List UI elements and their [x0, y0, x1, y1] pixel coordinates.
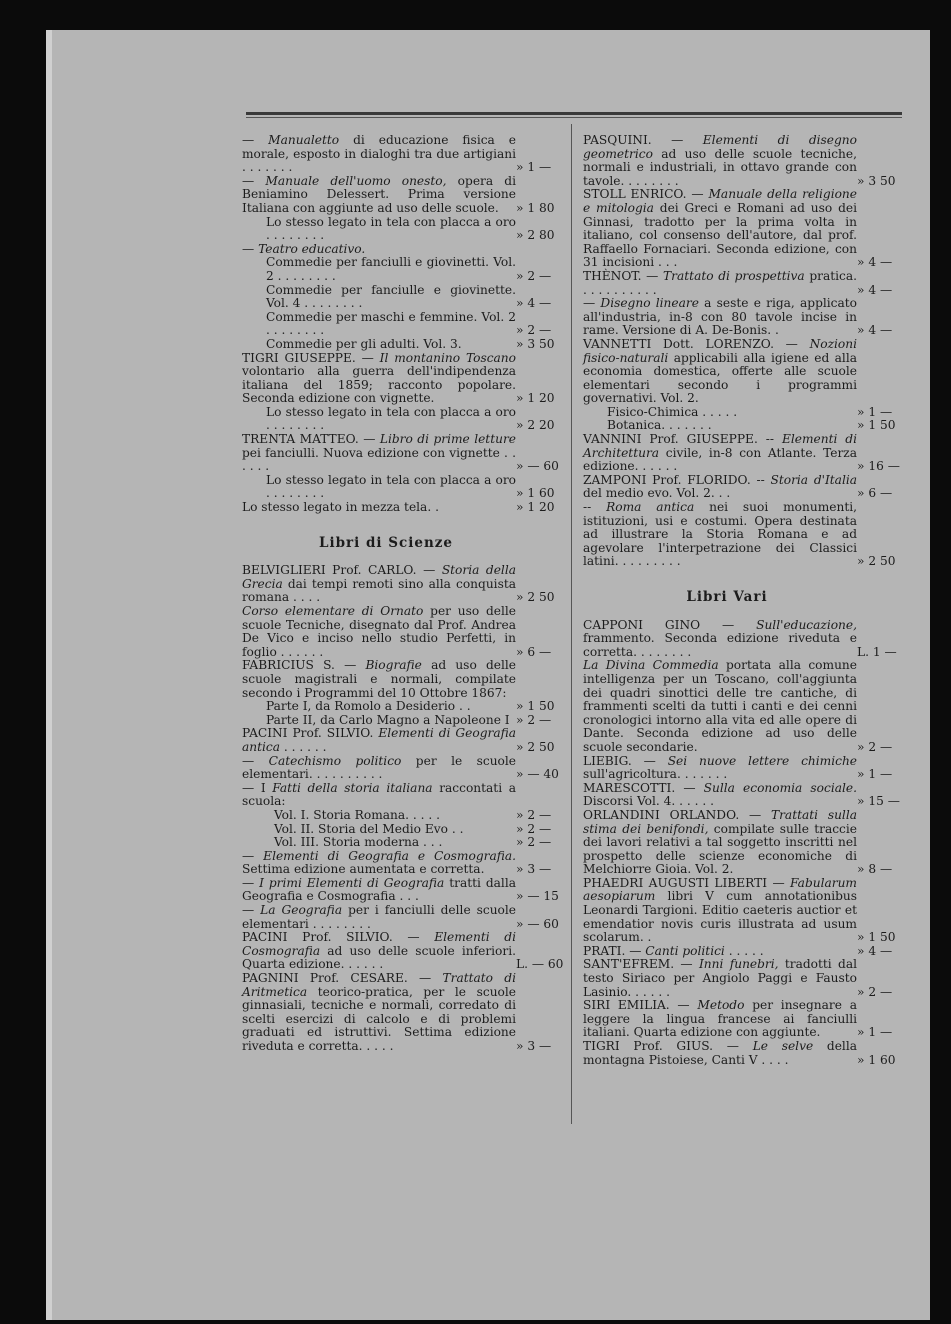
entry-title: Elementi di Cosmografia — [242, 930, 516, 958]
entry-author: LIEBIG. — — [583, 753, 668, 768]
entry-price: » 2 — — [857, 984, 893, 999]
catalog-entry — [242, 850, 560, 877]
entry-price: » 6 — — [857, 486, 893, 501]
entry-author: PHAEDRI AUGUSTI LIBERTI — — [583, 875, 791, 890]
catalog-entry — [242, 352, 560, 406]
entry-description: Vol. II. Storia del Medio Evo . . — [274, 821, 464, 836]
entry-author: MARESCOTTI. — — [583, 780, 704, 795]
entry-description: Discorsi Vol. 4. . . . . . — [583, 794, 714, 809]
entry-title: La Divina Commedia — [583, 658, 719, 673]
entry-title: Catechismo politico — [268, 753, 402, 768]
entry-price: » 16 — — [857, 459, 900, 474]
entry-price: » 1 — — [857, 404, 893, 419]
entry-title: Storia d'Italia — [770, 472, 858, 487]
entry-description: Vol. I. Storia Romana. . . . . — [274, 807, 440, 822]
entry-description: tradotti dal testo Siriaco per Angiolo Paggi e Fausto Lasinio. . . . . . — [583, 957, 857, 999]
entry-description: Commedie per fanciulle e giovinette. Vol. 4 . . . . . . . . — [266, 282, 516, 311]
entry-price: » 2 80 — [516, 228, 555, 243]
entry-title: Fatti della storia italiana — [272, 780, 433, 795]
entry-price: » 1 50 — [857, 418, 896, 433]
entry-price: » 8 — — [857, 862, 893, 877]
entry-author: FABRICIUS S. — — [242, 658, 366, 673]
entry-price: » — 60 — [516, 459, 559, 474]
right-entries-vari — [583, 619, 901, 1068]
entry-price: » 2 20 — [516, 418, 555, 433]
entry-title: Roma antica — [606, 500, 695, 515]
entry-description: . . . . . . — [280, 739, 327, 754]
entry-title: Inni funebri, — [698, 957, 779, 972]
entry-title: Manuale dell'uomo onesto, — [265, 173, 447, 188]
catalog-entry — [583, 755, 901, 782]
entry-price: » 4 — — [857, 323, 893, 338]
catalog-entry — [583, 958, 901, 999]
entry-description: Commedie per gli adulti. Vol. 3. — [266, 336, 462, 351]
catalog-entry — [242, 406, 560, 433]
entry-description: volontario alla guerra dell'indipendenza italiana del 1859; racconto popolare. Seconda edizione con vignette. — [242, 364, 516, 406]
entry-author: TIGRI GIUSEPPE. — — [242, 350, 380, 365]
entry-title: Fabularum aesopiarum — [583, 875, 857, 904]
entry-price: » 4 — — [857, 943, 893, 958]
entry-description: ad uso delle scuole magistrali e normali, compilate secondo i Programmi del 10 Ottobre 1867: — [242, 658, 516, 700]
entry-description: compilate sulle traccie dei lavori relativi a tal soggetto inscritti nel prospetto delle scienze economiche di Melchiorre Gioia. Vol. 2. — [583, 821, 857, 877]
entry-price: » — 15 — [516, 889, 559, 904]
entry-author: -- — [583, 500, 607, 515]
catalog-entry — [583, 270, 901, 297]
entry-price: » 1 50 — [516, 699, 555, 714]
entry-price: » — 40 — [516, 767, 559, 782]
entry-title: Libro di prime letture — [379, 432, 516, 447]
entry-description: Commedie per maschi e femmine. Vol. 2 . . . . . . . . — [266, 309, 516, 338]
entry-author: PRATI. — — [583, 943, 646, 958]
entry-price: » 2 — — [516, 268, 552, 283]
entry-author: — — [242, 875, 260, 890]
entry-description: libri V cum annotationibus Leonardi Targioni. Editio caeteris auctior et emendatior novis curis illustrata ad usum scolarum. . — [583, 889, 857, 945]
entry-description: sull'agricoltura. . . . . . . — [583, 767, 728, 782]
entry-description: frammento. Seconda edizione riveduta e corretta. . . . . . . . — [583, 631, 857, 659]
entry-author: SANT'EFREM. — — [583, 957, 699, 972]
entry-description: Botanica. . . . . . . — [607, 418, 712, 433]
catalog-entry — [242, 338, 560, 352]
entry-title: Biografie — [365, 658, 422, 673]
entry-author: VANNINI Prof. GIUSEPPE. -- — [583, 432, 782, 447]
entry-author: TIGRI Prof. GIUS. — — [583, 1039, 753, 1053]
entry-description: raccontati a scuola: — [242, 780, 517, 809]
entry-description: per uso delle scuole Tecniche, disegnato dal Prof. Andrea De Vico e inciso nello studio Perfetti, in foglio . . . . . . — [242, 604, 516, 659]
entry-description: del medio evo. Vol. 2. . . — [583, 486, 731, 501]
catalog-entry — [242, 284, 560, 311]
catalog-entry — [583, 877, 901, 945]
catalog-entry — [242, 727, 560, 754]
entry-author: ORLANDINI ORLANDO. — — [583, 807, 771, 822]
catalog-entry — [242, 564, 560, 605]
entry-author: — — [242, 848, 264, 863]
entry-author: PACINI Prof. SILVIO. — — [242, 930, 435, 945]
entry-author: — — [242, 753, 269, 768]
entry-author: STOLL ENRICO. — — [583, 187, 709, 202]
entry-description: per insegnare a leggere la lingua francese ai fanciulli italiani. Quarta edizione con aggiunte. — [583, 998, 857, 1040]
entry-description: portata alla comune intelligenza per un Toscano, coll'aggiunta dei quadri sinottici delle tre cantiche, di frammenti scelti da tutti i canti e dei cenni cronologici intorno alla vita ed alle opere di Dante. Seconda edizione ad uso delle scuole secondarie. — [583, 658, 857, 754]
entry-price: » 3 — — [516, 862, 552, 877]
entry-price: » 1 50 — [857, 930, 896, 945]
entry-title: Le selve — [752, 1039, 814, 1053]
entry-author: PASQUINI. — — [583, 133, 703, 147]
catalog-entry — [242, 972, 560, 1054]
catalog-entry — [583, 419, 901, 433]
entry-description: a seste e riga, applicato all'industria, in-8 con 80 tavole incise in rame. Versione di A. De-Bonis. . — [583, 296, 858, 338]
entry-title: Elementi di Architettura — [583, 432, 857, 460]
entry-title: Elementi di disegno geometrico — [583, 133, 857, 161]
entry-author: VANNETTI Dott. LORENZO. — — [583, 336, 810, 351]
left-entries-science — [242, 563, 564, 1053]
catalog-entry — [583, 338, 901, 406]
entry-description: Fisico-Chimica . . . . . — [607, 404, 738, 419]
catalog-entry — [242, 836, 560, 850]
catalog-entry — [242, 809, 560, 823]
left-column — [242, 133, 564, 1054]
entry-author: TRENTA MATTEO. — — [242, 432, 380, 447]
entry-title: Disegno lineare — [600, 296, 699, 311]
entry-title: Trattato di prospettiva — [663, 268, 805, 283]
catalog-entry — [583, 406, 901, 420]
entry-description: Commedie per fanciulli e giovinetti. Vol. 2 . . . . . . . . — [266, 255, 516, 283]
entry-author: ZAMPONI Prof. FLORIDO. -- — [583, 472, 771, 487]
catalog-entry — [242, 134, 560, 175]
entry-price: » 15 — — [857, 794, 900, 809]
catalog-entry — [242, 930, 564, 972]
entry-price: » 1 60 — [857, 1052, 896, 1067]
entry-price: » 1 20 — [516, 500, 555, 515]
entry-title: Trattato di Aritmetica — [242, 971, 516, 999]
right-column — [583, 134, 901, 1067]
entry-author: — I — [242, 780, 273, 795]
entry-description: dei Greci e Romani ad uso dei Ginnasi, tradotto per la prima volta in italiano, col consenso dell'autore, dal prof. Raffaello Fornaciari. Seconda edizione, con 31 incisioni . . . — [583, 200, 857, 270]
catalog-entry — [583, 809, 901, 877]
entry-price: » — 60 — [516, 916, 559, 931]
entry-description: nei suoi monumenti, istituzioni, usi e costumi. Opera destinata ad illustrare la Storia Romana e ad agevolare l'interpetrazione dei Classici latini. . . . . . . . . — [583, 500, 857, 569]
entry-description: pratica. . . . . . . . . . . — [583, 268, 857, 297]
catalog-entry — [583, 297, 901, 338]
entry-description: di educazione fisica e morale, esposto in dialoghi tra due artigiani . . . . . . . — [242, 133, 516, 175]
catalog-entry — [242, 714, 560, 728]
catalog-entry — [242, 877, 560, 904]
entry-author: — — [242, 903, 261, 918]
entry-price: » 3 50 — [516, 336, 555, 351]
entry-title: Metodo — [697, 998, 745, 1013]
entry-title: Il montanino Toscano — [379, 350, 516, 365]
entry-description: Settima edizione aumentata e corretta. — [242, 862, 485, 877]
catalog-entry — [583, 945, 901, 959]
entry-title: I primi Elementi di Geografia — [259, 875, 445, 890]
entry-description: della montagna Pistoiese, Canti V . . . . — [583, 1039, 857, 1067]
entry-price: » 4 — — [516, 296, 552, 311]
catalog-entry — [242, 659, 560, 700]
catalog-entry — [242, 700, 560, 714]
catalog-entry — [583, 659, 901, 754]
entry-price: » 2 50 — [516, 739, 555, 754]
catalog-entry — [583, 619, 901, 660]
entry-author: — — [242, 133, 269, 147]
entry-price: » 2 — — [857, 739, 893, 754]
right-entries-top — [583, 134, 901, 569]
left-entries-top — [242, 134, 560, 515]
entry-description: ad uso delle scuole inferiori. Quarta edizione. . . . . . — [242, 943, 516, 972]
entry-title: Sei nuove lettere chimiche — [667, 753, 857, 768]
catalog-entry — [583, 999, 901, 1040]
entry-description: Lo stesso legato in tela con placca a oro . . . . . . . . — [266, 404, 516, 433]
entry-title: Elementi di Geografia e Cosmografia. — [263, 848, 516, 863]
entry-price: » 6 — — [516, 644, 552, 659]
top-rule-thin — [246, 117, 902, 118]
section-heading-scienze: Libri di Scienze — [318, 534, 454, 551]
entry-price: » 2 — — [516, 712, 552, 727]
entry-author: THÈNOT. — — [583, 268, 664, 283]
entry-title: Sull'educazione, — [756, 617, 857, 632]
scanned-page — [46, 30, 930, 1320]
entry-author: BELVIGLIERI Prof. CARLO. — — [242, 563, 442, 578]
entry-price: » 1 — — [857, 1025, 893, 1040]
entry-description: civile, in-8 con Atlante. Terza edizione. . . . . . — [583, 445, 857, 474]
catalog-entry — [583, 188, 901, 270]
entry-author: SIRI EMILIA. — — [583, 998, 698, 1013]
entry-price: » 3 50 — [857, 173, 896, 188]
entry-description: pei fanciulli. Nuova edizione con vignette . . . . . . — [242, 445, 516, 474]
entry-price: » 1 — — [516, 160, 552, 175]
entry-description: opera di Beniamino Delessert. Prima versione Italiana con aggiunte ad uso delle scuole. — [242, 173, 516, 215]
entry-description: per i fanciulli delle scuole elementari . . . . . . . . — [242, 903, 517, 931]
entry-price: » 2 50 — [516, 590, 555, 605]
catalog-entry — [242, 474, 560, 501]
catalog-entry — [583, 474, 901, 501]
catalog-entry — [242, 433, 560, 474]
column-divider — [571, 124, 572, 1124]
entry-price: » 2 — — [516, 821, 552, 836]
catalog-entry — [583, 501, 901, 569]
entry-description: Parte II, da Carlo Magno a Napoleone I — [266, 712, 510, 727]
entry-author: CAPPONI GINO — — [583, 617, 757, 632]
entry-description: applicabili alla igiene ed alla economia domestica, offerte alle scuole elementari secondo i programmi governativi. Vol. 2. — [583, 350, 857, 406]
catalog-entry — [242, 605, 560, 659]
catalog-entry — [242, 175, 560, 216]
entry-title: Trattati sulla stima dei benifondi, — [583, 807, 857, 836]
entry-title: Storia della Grecia — [242, 563, 516, 591]
catalog-entry — [583, 1040, 901, 1067]
entry-description: dai tempi remoti sino alla conquista romana . . . . — [242, 576, 516, 605]
entry-title: Corso elementare di Ornato — [242, 604, 424, 618]
entry-description: Parte I, da Romolo a Desiderio . . — [266, 699, 471, 714]
entry-title: La Geografia — [260, 903, 343, 918]
catalog-entry — [242, 755, 560, 782]
top-rule — [246, 112, 902, 115]
entry-description: per le scuole elementari. . . . . . . . . . — [242, 753, 516, 782]
entry-price: » 2 — — [516, 807, 552, 822]
entry-price: L. — 60 — [516, 957, 564, 972]
entry-price: » 2 50 — [857, 554, 896, 569]
entry-description: ad uso delle scuole tecniche, normali e industriali, in ottavo grande con tavole. . . . . . . . — [583, 146, 857, 188]
entry-description: Lo stesso legato in tela con placca a oro . . . . . . . . — [266, 472, 516, 501]
entry-description: tratti dalla Geografia e Cosmografia . . . — [242, 875, 516, 904]
catalog-entry — [242, 256, 560, 283]
entry-author: PACINI Prof. SILVIO. — [242, 726, 379, 741]
catalog-entry — [242, 782, 560, 809]
entry-price: » 4 — — [857, 282, 893, 297]
entry-price: » 3 — — [516, 1039, 552, 1053]
entry-description: . . . . . — [724, 943, 764, 958]
catalog-entry — [242, 904, 560, 931]
entry-title: Manualetto — [268, 133, 340, 147]
entry-price: » 2 — — [516, 835, 552, 850]
catalog-entry — [242, 823, 560, 837]
entry-title: Canti politici — [645, 943, 725, 958]
entry-description: Lo stesso legato in mezza tela. . — [242, 500, 439, 515]
catalog-entry — [583, 782, 901, 809]
entry-author: PAGNINI Prof. CESARE. — — [242, 971, 443, 986]
entry-price: L. 1 — — [857, 644, 897, 659]
entry-price: » 4 — — [857, 255, 893, 270]
entry-description: teorico-pratica, per le scuole ginnasiali, tecniche e normali, corredato di scelti esercizi di calcolo e di problemi graduati ed istruttivi. Settima edizione riveduta e corretta. . . . . — [242, 984, 516, 1053]
section-heading-vari: Libri Vari — [686, 589, 768, 605]
entry-price: » 1 60 — [516, 486, 555, 501]
entry-price: » 1 — — [857, 767, 893, 782]
entry-description: Lo stesso legato in tela con placca a oro . . . . . . . . — [266, 214, 516, 243]
entry-title: Sulla economia sociale. — [703, 780, 857, 795]
entry-title: Nozioni fisico-naturali — [583, 336, 857, 365]
entry-price: » 1 20 — [516, 391, 555, 406]
entry-author: — — [242, 173, 266, 188]
catalog-entry — [242, 501, 560, 515]
entry-title: Elementi di Geografia antica — [242, 726, 516, 754]
entry-author: — — [242, 241, 259, 256]
catalog-entry — [583, 433, 901, 474]
entry-price: » 2 — — [516, 323, 552, 338]
entry-title: Manuale della religione e mitologia — [583, 187, 857, 215]
entry-author: — — [583, 296, 601, 311]
catalog-entry — [242, 311, 560, 338]
entry-title: Teatro educativo. — [258, 241, 366, 256]
entry-price: » 1 80 — [516, 200, 555, 215]
catalog-entry — [583, 134, 901, 188]
catalog-entry — [242, 216, 560, 243]
entry-description: Vol. III. Storia moderna . . . — [274, 835, 443, 850]
catalog-entry — [242, 243, 560, 257]
